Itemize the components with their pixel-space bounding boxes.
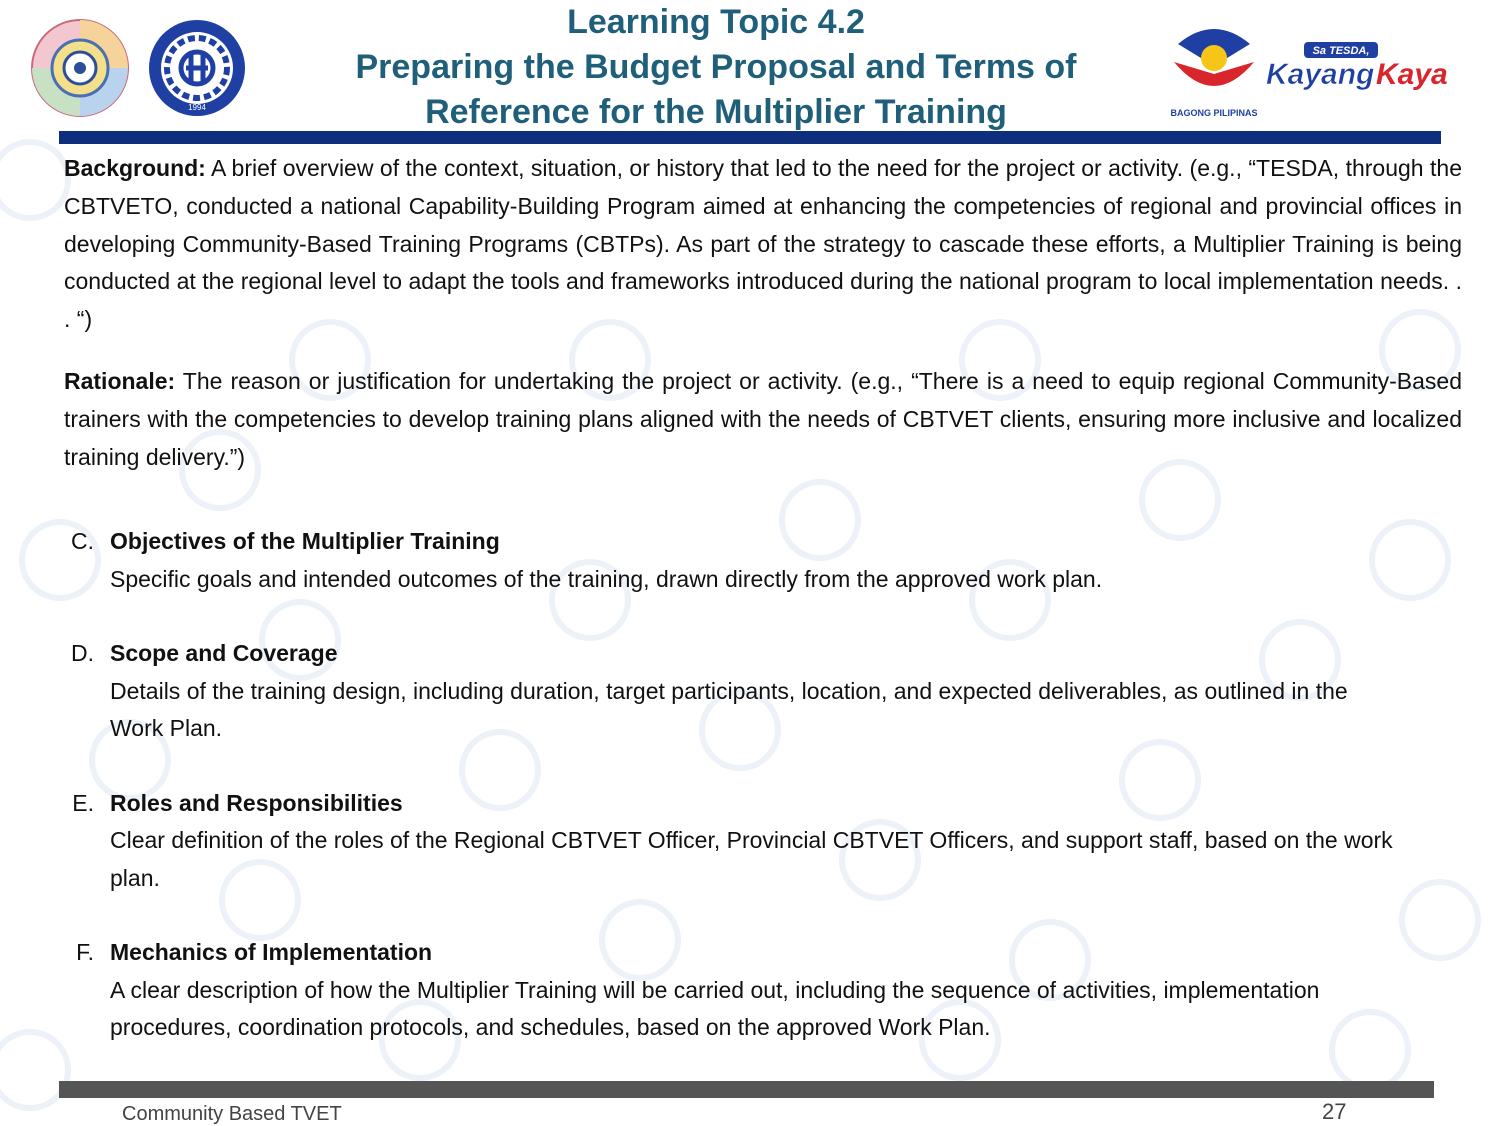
section-roles <box>64 785 1462 898</box>
tesda-seal-logo <box>146 18 248 118</box>
section-letter: C. <box>71 528 94 555</box>
rationale-label: Rationale: <box>64 367 176 394</box>
page-number: 27 <box>1322 1099 1347 1124</box>
kayang-kaya-logo <box>1262 40 1480 90</box>
kaya-text: Kaya <box>1376 58 1448 90</box>
title-line-1: Learning Topic 4.2 <box>567 3 865 41</box>
background-label: Background: <box>64 155 206 181</box>
section-mechanics <box>64 934 1462 1047</box>
section-objectives <box>64 523 1462 598</box>
section-description: Clear definition of the roles of the Regional CBTVET Officer, Provincial CBTVET Officers, and support staff, based on the work plan. <box>110 827 1393 891</box>
tesda-seal-year: 1994 <box>188 103 206 112</box>
bagong-pilipinas-text: BAGONG PILIPINAS <box>1170 108 1258 118</box>
rationale-paragraph <box>64 363 1462 476</box>
slide-title <box>300 0 1132 135</box>
bagong-pilipinas-logo <box>1168 14 1260 122</box>
background-paragraph <box>64 150 1462 339</box>
section-title: Roles and Responsibilities <box>110 789 403 816</box>
title-line-3: Reference for the Multiplier Training <box>425 93 1007 131</box>
cbtvet-logo <box>28 18 132 118</box>
section-description: Specific goals and intended outcomes of the training, drawn directly from the approved work plan. <box>110 565 1103 592</box>
background-text: A brief overview of the context, situation, or history that led to the need for the project or activity. (e.g., “TESDA, through the CBTVETO, conducted a national Capability-Building Program aimed at enhancing the competencies of regional and provincial offices in developing Community-Based Training Programs (CBTPs). As part of the strategy to cascade these efforts, a Multiplier Training is being conducted at the regional level to adapt the tools and frameworks introduced during the national program to local implementation needs. . . “) <box>64 155 1462 333</box>
rationale-text: The reason or justification for undertaking the project or activity. (e.g., “There is a need to equip regional Community-Based trainers with the competencies to develop training plans aligned with the needs of CBTVET clients, ensuring more inclusive and localized training delivery.”) <box>64 367 1462 470</box>
section-title: Mechanics of Implementation <box>110 939 433 966</box>
section-scope <box>64 635 1462 748</box>
footer-label: Community Based TVET <box>122 1103 342 1125</box>
header-divider <box>59 131 1441 144</box>
section-title: Objectives of the Multiplier Training <box>110 528 500 555</box>
section-letter: F. <box>76 939 94 966</box>
footer-divider <box>59 1081 1434 1098</box>
section-description: Details of the training design, including duration, target participants, location, and expected deliverables, as outlined in the Work Plan. <box>110 677 1348 742</box>
kayang-kaya-tagline: Sa TESDA, <box>1312 45 1370 57</box>
kayang-text: Kayang <box>1266 58 1375 90</box>
section-letter: D. <box>71 640 94 667</box>
section-description: A clear description of how the Multiplier Training will be carried out, including the sequence of activities, implementation procedures, coordination protocols, and schedules, based on the approved Work Plan. <box>110 976 1320 1041</box>
section-title: Scope and Coverage <box>110 640 338 667</box>
title-line-2: Preparing the Budget Proposal and Terms of <box>355 48 1077 86</box>
section-letter: E. <box>72 789 94 816</box>
slide-body <box>64 150 1462 1084</box>
